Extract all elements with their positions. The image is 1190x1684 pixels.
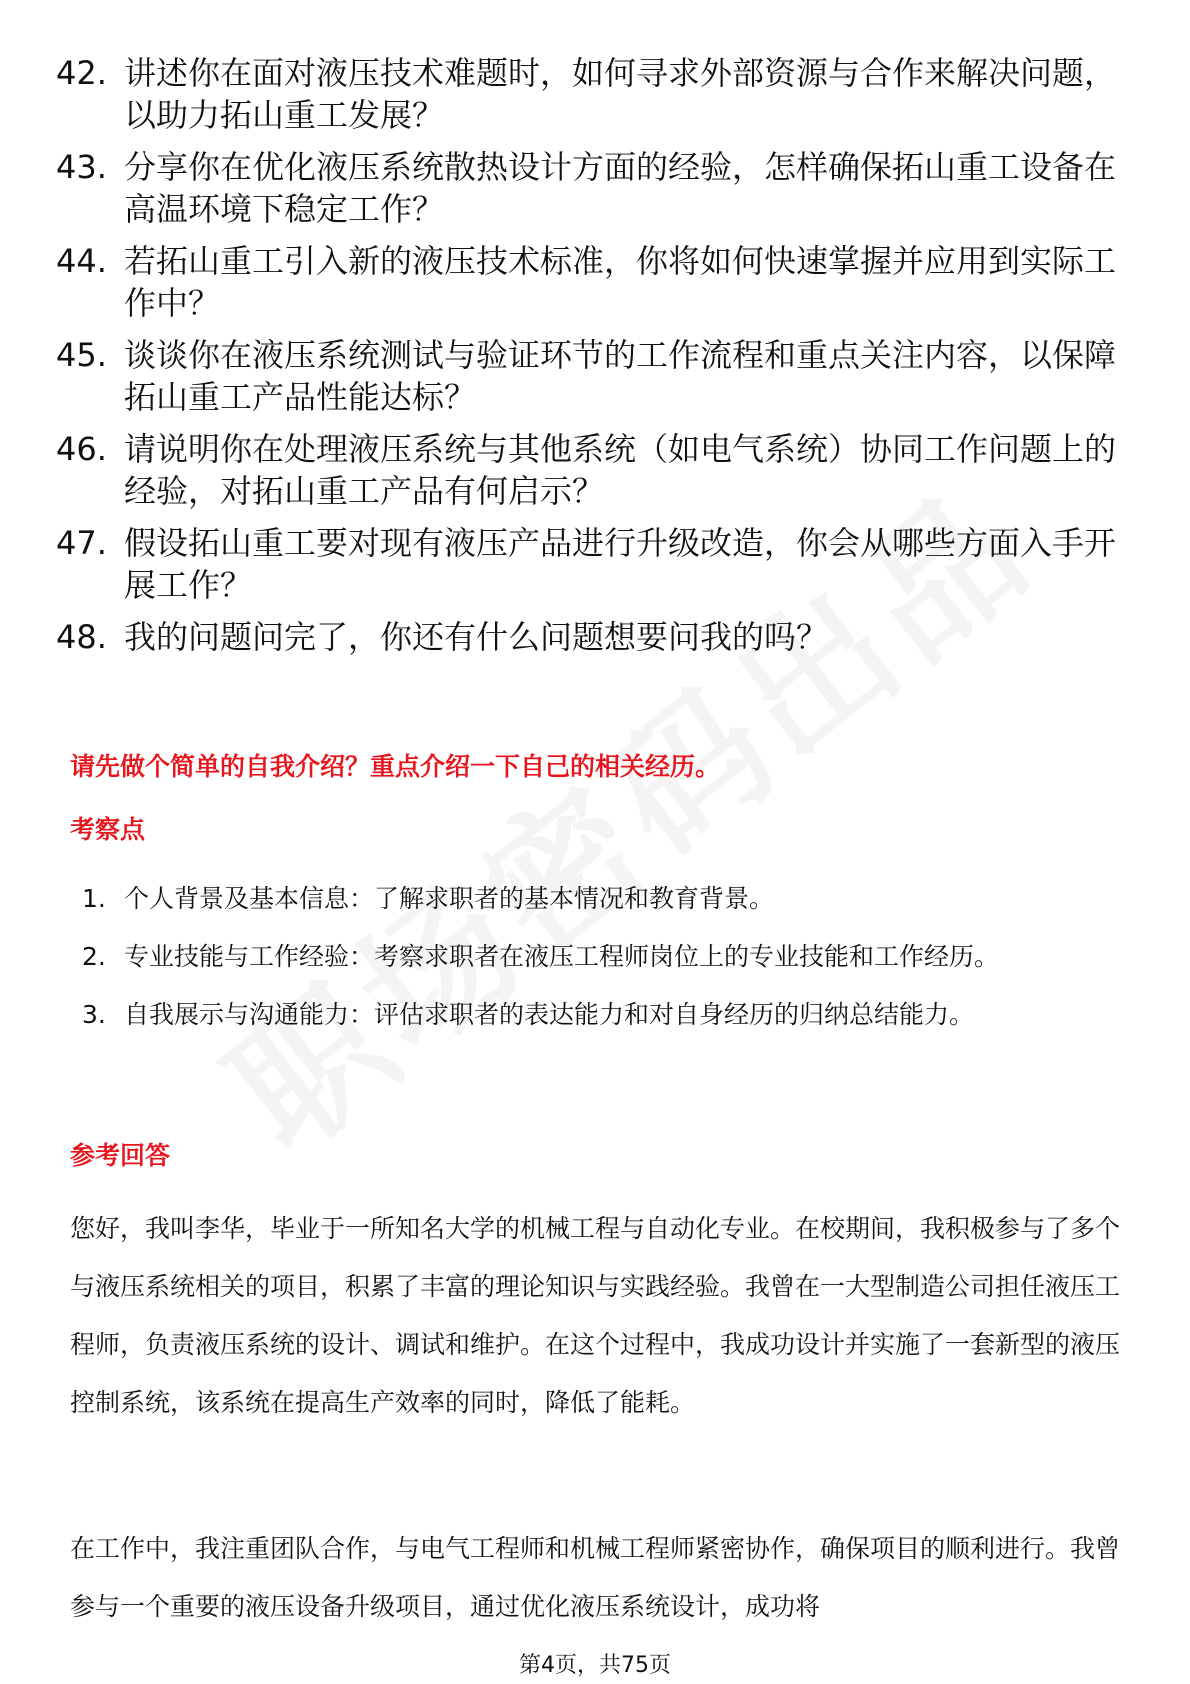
answer-paragraph: 您好，我叫李华，毕业于一所知名大学的机械工程与自动化专业。在校期间，我积极参与了多个与液压系统相关的项目，积累了丰富的理论知识与实践经验。我曾在一大型制造公司担任液压工程师，负责液压系统的设计、调试和维护。在这个过程中，我成功设计并实施了一套新型的液压控制系统，该系统在提高生产效率的同时，降低了能耗。 — [70, 1214, 1121, 1417]
answer-paragraph: 在工作中，我注重团队合作，与电气工程师和机械工程师紧密协作，确保项目的顺利进行。我曾参与一个重要的液压设备升级项目，通过优化液压系统设计，成功将 — [70, 1534, 1121, 1621]
point-number: 1. — [82, 884, 106, 913]
question-number: 48. — [56, 618, 107, 656]
answer-heading: 参考回答 — [70, 1141, 171, 1170]
question-text: 假设拓山重工要对现有液压产品进行升级改造，你会从哪些方面入手开展工作？ — [124, 524, 1117, 604]
question-item — [56, 616, 1136, 658]
question-number: 43. — [56, 148, 107, 186]
question-list — [56, 52, 1136, 668]
point-item — [82, 928, 1102, 986]
point-text: 自我展示与沟通能力：评估求职者的表达能力和对自身经历的归纳总结能力。 — [124, 1000, 975, 1029]
question-item — [56, 334, 1136, 418]
question-number: 46. — [56, 430, 107, 468]
point-item — [82, 870, 1102, 928]
point-text: 个人背景及基本信息：了解求职者的基本情况和教育背景。 — [124, 884, 775, 913]
assessment-points — [82, 870, 1102, 1044]
question-number: 47. — [56, 524, 107, 562]
point-item — [82, 986, 1102, 1044]
question-number: 44. — [56, 242, 107, 280]
question-item — [56, 146, 1136, 230]
question-item — [56, 240, 1136, 324]
question-text: 若拓山重工引入新的液压技术标准，你将如何快速掌握并应用到实际工作中？ — [124, 242, 1117, 322]
question-text: 讲述你在面对液压技术难题时，如何寻求外部资源与合作来解决问题，以助力拓山重工发展？ — [124, 54, 1117, 134]
point-text: 专业技能与工作经验：考察求职者在液压工程师岗位上的专业技能和工作经历。 — [124, 942, 1000, 971]
question-text: 请说明你在处理液压系统与其他系统（如电气系统）协同工作问题上的经验，对拓山重工产品有何启示？ — [124, 430, 1117, 510]
question-text: 我的问题问完了，你还有什么问题想要问我的吗？ — [124, 618, 829, 656]
interview-question-title: 请先做个简单的自我介绍？重点介绍一下自己的相关经历。 — [70, 752, 721, 781]
question-text: 谈谈你在液压系统测试与验证环节的工作流程和重点关注内容，以保障拓山重工产品性能达标？ — [124, 336, 1117, 416]
question-item — [56, 52, 1136, 136]
question-number: 45. — [56, 336, 107, 374]
question-number: 42. — [56, 54, 107, 92]
point-number: 2. — [82, 942, 106, 971]
question-item — [56, 522, 1136, 606]
point-number: 3. — [82, 1000, 106, 1029]
question-text: 分享你在优化液压系统散热设计方面的经验，怎样确保拓山重工设备在高温环境下稳定工作？ — [124, 148, 1117, 228]
page-number: 第4页，共75页 — [519, 1653, 671, 1678]
question-item — [56, 428, 1136, 512]
points-heading: 考察点 — [70, 815, 146, 844]
